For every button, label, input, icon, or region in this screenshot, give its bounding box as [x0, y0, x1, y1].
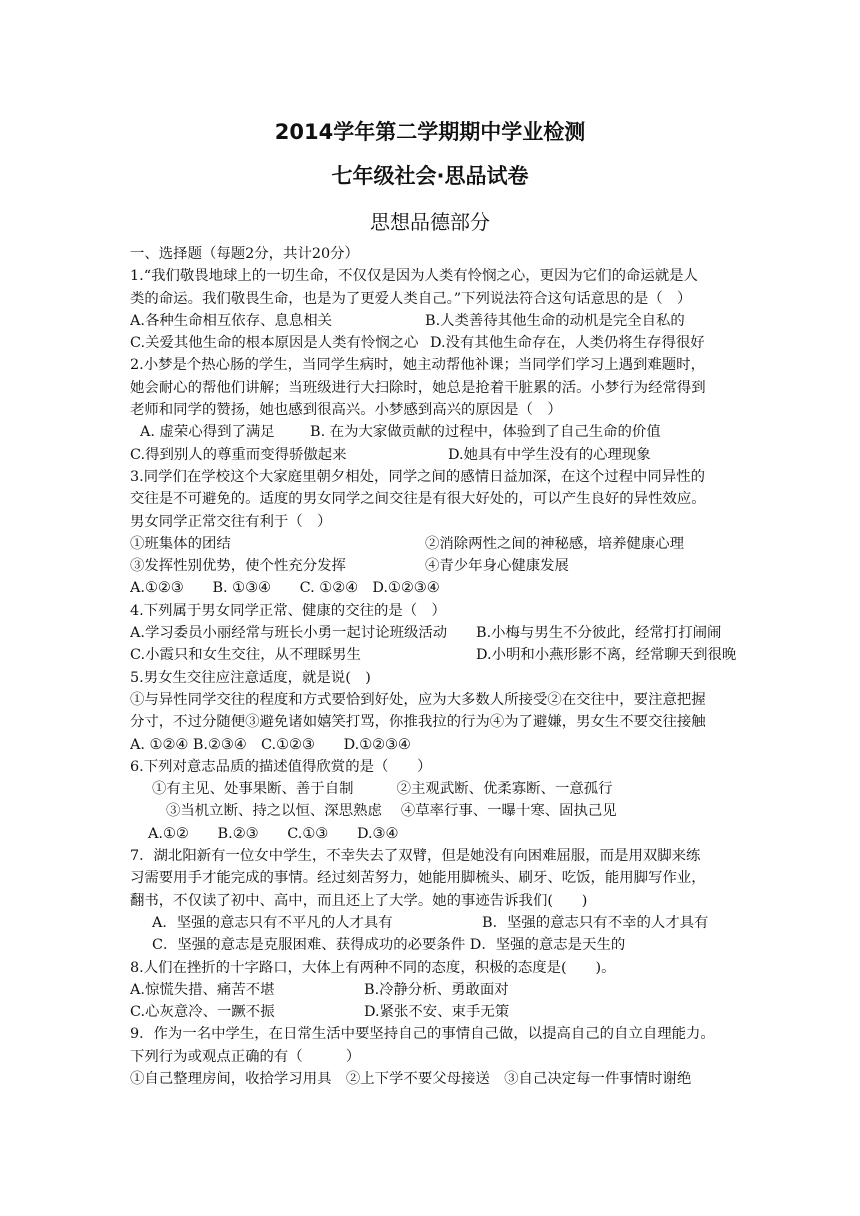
q1-option-b: B.人类善待其他生命的动机是完全自私的: [425, 312, 685, 329]
q3-stem-line1: 3.同学们在学校这个大家庭里朝夕相处，同学之间的感情日益加深，在这个过程中同异性的: [130, 468, 705, 485]
q8-option-c: C.心灰意冷、一蹶不振: [130, 1004, 275, 1021]
q6-options: A.①② B.②③ C.①③ D.③④: [148, 825, 399, 842]
q1-stem-line1: 1.“我们敬畏地球上的一切生命，不仅仅是因为人类有怜悯之心，更因为它们的命运就是人: [130, 268, 698, 285]
q3-options: A.①②③ B. ①③④ C. ①②④ D.①②③④: [130, 580, 440, 597]
q8-stem: 8.人们在挫折的十字路口，大体上有两种不同的态度，积极的态度是( )。: [130, 959, 616, 976]
q2-stem-line3: 老师和同学的赞扬，她也感到很高兴。小梦感到高兴的原因是（ ）: [130, 402, 562, 419]
q3-stem-line2: 交往是不可避免的。适度的男女同学之间交往是有很大好处的，可以产生良好的异性效应。: [130, 491, 706, 508]
q2-option-d: D.她具有中学生没有的心理现象: [448, 446, 651, 463]
q3-item-2: ②消除两性之间的神秘感，培养健康心理: [425, 535, 685, 552]
q3-item-4: ④青少年身心健康发展: [425, 558, 569, 575]
q4-option-a: A.学习委员小丽经常与班长小勇一起讨论班级活动: [130, 625, 448, 642]
q4-option-b: B.小梅与男生不分彼此，经常打打闹闹: [476, 625, 722, 642]
exam-subtitle: 七年级社会·思品试卷: [331, 164, 529, 188]
q8-option-b: B.冷静分析、勇敢面对: [364, 981, 509, 998]
q9-stem-line2: 下列行为或观点正确的有（ ）: [130, 1048, 361, 1065]
q3-item-3: ③发挥性别优势，使个性充分发挥: [130, 558, 346, 575]
exam-title: 2014学年第二学期期中学业检测: [274, 120, 586, 144]
q2-option-a: A. 虚荣心得到了满足: [140, 424, 275, 441]
q1-option-a: A.各种生命相互依存、息息相关: [130, 312, 333, 329]
q8-option-a: A.惊慌失措、痛苦不堪: [130, 981, 275, 998]
q2-option-b: B. 在为大家做贡献的过程中，体验到了自己生命的价值: [310, 424, 661, 441]
q5-items-line2: 分寸，不过分随便③避免诸如嬉笑打骂，你推我拉的行为④为了避嫌，男女生不要交往接触: [130, 714, 706, 731]
q5-items-line1: ①与异性同学交往的程度和方式要恰到好处，应为大多数人所接受②在交往中，要注意把握: [130, 691, 706, 708]
q9-items-line1: ①自己整理房间，收拾学习用具 ②上下学不要父母接送 ③自己决定每一件事情时谢绝: [130, 1070, 692, 1087]
q1-option-d: D.没有其他生命存在，人类仍将生存得很好: [430, 335, 705, 352]
q7-stem-line2: 习需要用手才能完成的事情。经过刻苦努力，她能用脚梳头、刷牙、吃饭，能用脚写作业，: [130, 870, 706, 887]
q7-stem-line1: 7．湖北阳新有一位女中学生，不幸失去了双臂，但是她没有向困难屈服，而是用双脚来练: [130, 848, 701, 865]
q2-options-cd: [130, 444, 740, 466]
q4-option-d: D.小明和小燕形影不离，经常聊天到很晚: [476, 647, 737, 664]
q4-option-c: C.小霞只和女生交往，从不理睬男生: [130, 647, 361, 664]
q4-options-ab: [130, 622, 740, 644]
q2-option-c: C.得到别人的尊重而变得骄傲起来: [130, 446, 347, 463]
q1-options-cd: [130, 332, 740, 354]
q7-options-cd: C．坚强的意志是克服困难、获得成功的必要条件 D．坚强的意志是天生的: [152, 937, 626, 954]
q3-items-34: [130, 555, 740, 577]
q6-stem: 6.下列对意志品质的描述值得欣赏的是（ ）: [130, 758, 432, 775]
exam-content: [130, 243, 740, 1090]
q5-stem: 5.男女生交往应注意适度，就是说( ): [130, 669, 371, 686]
q6-items-line1: ①有主见、处事果断、善于自制 ②主观武断、优柔寡断、一意孤行: [152, 781, 613, 798]
q3-stem-line3: 男女同学正常交往有利于（ ）: [130, 513, 332, 530]
section-heading: 思想品德部分: [370, 210, 490, 234]
q2-stem-line1: 2.小梦是个热心肠的学生，当同学生病时，她主动帮他补课；当同学们学习上遇到难题时，: [130, 357, 705, 374]
q7-stem-line3: 翻书，不仅读了初中、高中，而且还上了大学。她的事迹告诉我们( ): [130, 892, 588, 909]
q3-item-1: ①班集体的团结: [130, 535, 231, 552]
q2-options-ab: [130, 421, 740, 443]
q8-options-ab: [130, 979, 740, 1001]
q4-options-cd: [130, 644, 740, 666]
q3-items-12: [130, 533, 740, 555]
q5-options: A. ①②④ B.②③④ C.①②③ D.①②③④: [130, 736, 411, 753]
q7-option-b: B．坚强的意志只有不幸的人才具有: [482, 914, 709, 931]
q7-options-ab: [130, 912, 740, 934]
q6-items-line2: ③当机立断、持之以恒、深思熟虑 ④草率行事、一曝十寒、固执己见: [166, 803, 617, 820]
q8-options-cd: [130, 1001, 740, 1023]
section-label: 一、选择题（每题2分，共计20分）: [130, 246, 359, 262]
q1-stem-line2: 类的命运。我们敬畏生命，也是为了更爱人类自己。”下列说法符合这句话意思的是（ ）: [130, 290, 692, 307]
q9-stem-line1: 9．作为一名中学生，在日常生活中要坚持自己的事情自己做，以提高自己的自立自理能力。: [130, 1026, 715, 1043]
q4-stem: 4.下列属于男女同学正常、健康的交往的是（ ）: [130, 602, 446, 619]
q1-options-ab: [130, 310, 740, 332]
q8-option-d: D.紧张不安、束手无策: [364, 1004, 510, 1021]
q2-stem-line2: 她会耐心的帮他们讲解；当班级进行大扫除时，她总是抢着干脏累的活。小梦行为经常得到: [130, 379, 706, 396]
q1-option-c: C.关爱其他生命的根本原因是人类有怜悯之心: [130, 335, 419, 352]
q7-option-a: A．坚强的意志只有不平凡的人才具有: [152, 914, 393, 931]
